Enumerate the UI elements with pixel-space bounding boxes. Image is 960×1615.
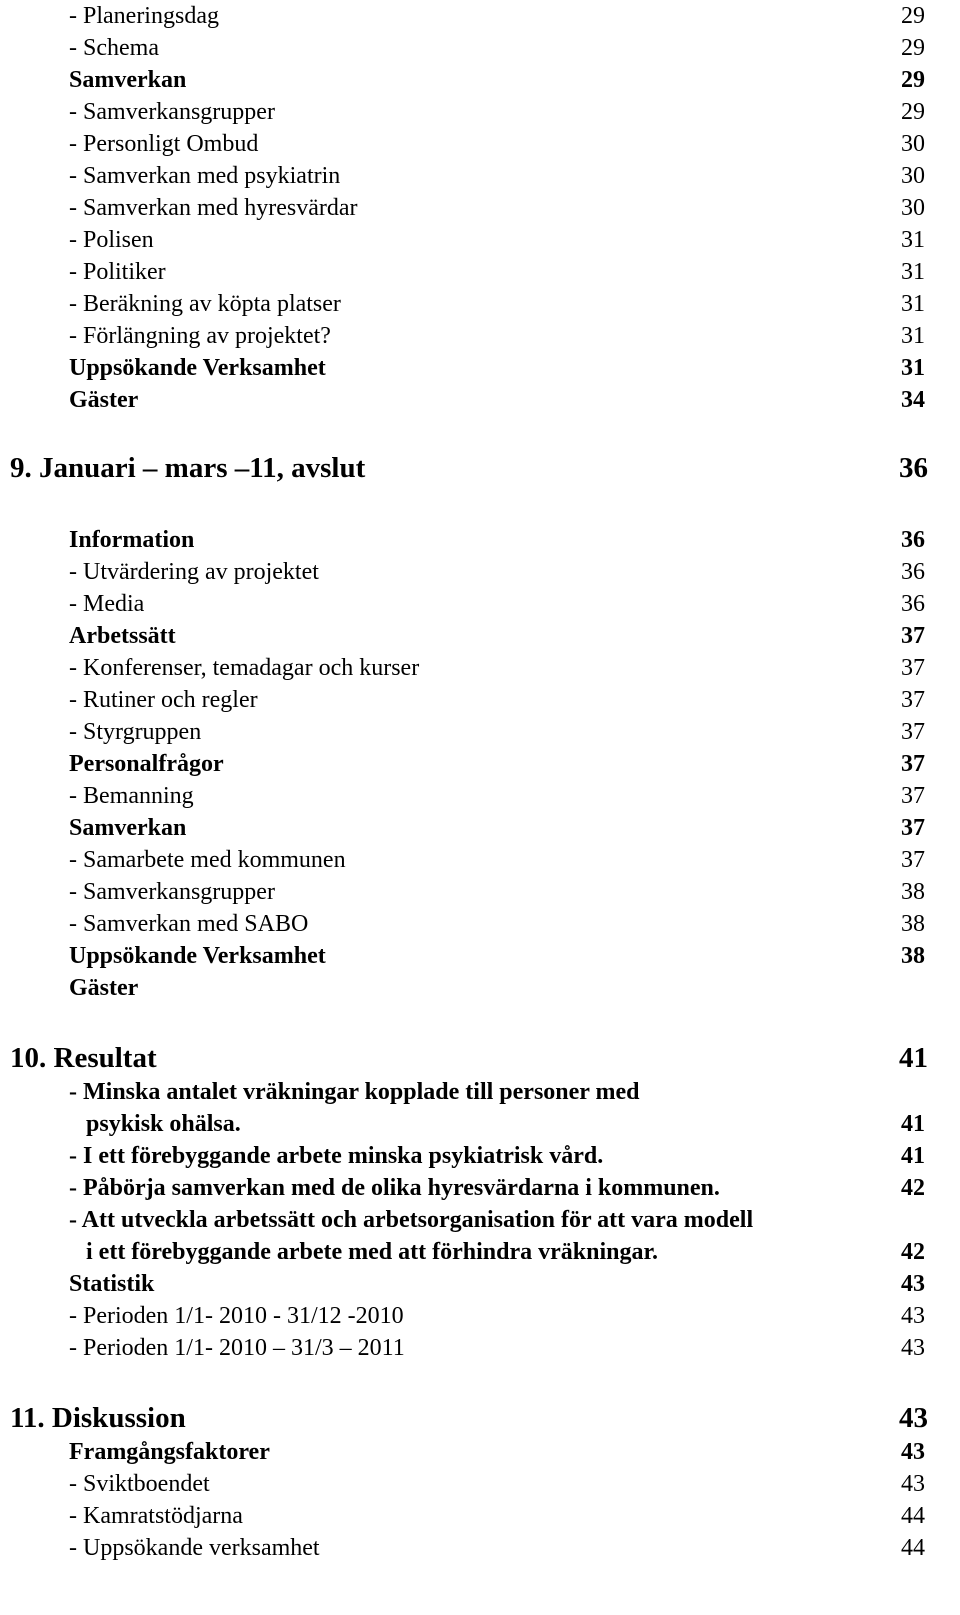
toc-entry xyxy=(0,1236,960,1268)
toc-page-number: 29 xyxy=(901,99,925,125)
toc-entry-title: Information xyxy=(69,527,195,553)
toc-page-number: 42 xyxy=(901,1239,925,1265)
toc-page-number: 29 xyxy=(901,35,925,61)
toc-entry xyxy=(0,716,960,748)
toc-page-number: 42 xyxy=(901,1175,925,1201)
toc-entry-title: - Schema xyxy=(69,35,159,61)
toc-page-number: 37 xyxy=(901,847,925,873)
toc-entry-title: - Uppsökande verksamhet xyxy=(69,1535,320,1561)
toc-entry-title: - Politiker xyxy=(69,259,166,285)
toc-entry-title: - Bemanning xyxy=(69,783,194,809)
toc-entry-title: - Förlängning av projektet? xyxy=(69,323,331,349)
toc-page-number: 37 xyxy=(901,783,925,809)
toc-page-number: 30 xyxy=(901,163,925,189)
toc-entry-title: - Minska antalet vräkningar kopplade till personer med xyxy=(69,1079,640,1105)
toc-entry-title: - Utvärdering av projektet xyxy=(69,559,319,585)
toc-entry-title: - Perioden 1/1- 2010 - 31/12 -2010 xyxy=(69,1303,404,1329)
toc-page-number: 43 xyxy=(901,1335,925,1361)
toc-page-number: 31 xyxy=(901,323,925,349)
toc-entry-title: - Media xyxy=(69,591,145,617)
toc-entry-title: - Påbörja samverkan med de olika hyresvärdarna i kommunen. xyxy=(69,1175,720,1201)
toc-entry xyxy=(0,684,960,716)
toc-page-number: 29 xyxy=(901,67,925,93)
toc-page-number: 30 xyxy=(901,195,925,221)
toc-page-number: 36 xyxy=(901,559,925,585)
toc-page-number: 31 xyxy=(901,291,925,317)
toc-entry xyxy=(0,1332,960,1364)
toc-entry-title: - Konferenser, temadagar och kurser xyxy=(69,655,420,681)
toc-entry xyxy=(0,812,960,844)
toc-entry-title: Framgångsfaktorer xyxy=(69,1439,270,1465)
toc-entry xyxy=(0,524,960,556)
toc-entry xyxy=(0,192,960,224)
toc-page-number: 37 xyxy=(901,751,925,777)
toc-entry xyxy=(0,1300,960,1332)
toc-page-number: 43 xyxy=(901,1303,925,1329)
toc-entry xyxy=(0,1532,960,1564)
toc-entry xyxy=(0,352,960,384)
toc-entry-title: i ett förebyggande arbete med att förhindra vräkningar. xyxy=(86,1239,658,1265)
toc-entry xyxy=(0,1140,960,1172)
toc-entry xyxy=(0,940,960,972)
toc-entry-title: 9. Januari – mars –11, avslut xyxy=(10,452,366,484)
toc-page-number: 44 xyxy=(901,1535,925,1561)
toc-page-number: 38 xyxy=(901,943,925,969)
toc-page-number: 38 xyxy=(901,911,925,937)
toc-entry xyxy=(0,1204,960,1236)
toc-page-number: 43 xyxy=(901,1471,925,1497)
toc-entry xyxy=(0,1076,960,1108)
toc-entry xyxy=(0,588,960,620)
toc-page-number: 30 xyxy=(901,131,925,157)
toc-page-number: 34 xyxy=(901,387,925,413)
toc-entry xyxy=(0,384,960,416)
toc-entry-title: - Att utveckla arbetssätt och arbetsorganisation för att vara modell xyxy=(69,1207,754,1233)
toc-entry-title: - Beräkning av köpta platser xyxy=(69,291,341,317)
toc-entry-title: - I ett förebyggande arbete minska psykiatrisk vård. xyxy=(69,1143,604,1169)
toc-page-number: 31 xyxy=(901,227,925,253)
toc-entry xyxy=(0,288,960,320)
toc-entry-title: Uppsökande Verksamhet xyxy=(69,943,326,969)
toc-entry-title: Arbetssätt xyxy=(69,623,176,649)
toc-entry-title: Statistik xyxy=(69,1271,155,1297)
toc-entry-title: - Sviktboendet xyxy=(69,1471,210,1497)
toc-entry-title: Samverkan xyxy=(69,67,187,93)
toc-entry xyxy=(0,1500,960,1532)
toc-entry xyxy=(0,224,960,256)
toc-entry-title: Personalfrågor xyxy=(69,751,224,777)
toc-entry xyxy=(0,652,960,684)
toc-entry-title: - Perioden 1/1- 2010 – 31/3 – 2011 xyxy=(69,1335,405,1361)
toc-entry-title: - Samarbete med kommunen xyxy=(69,847,346,873)
toc-entry xyxy=(0,1108,960,1140)
toc-chapter-heading xyxy=(0,450,960,486)
toc-chapter-heading xyxy=(0,1040,960,1076)
toc-entry xyxy=(0,876,960,908)
toc-entry-title: Samverkan xyxy=(69,815,187,841)
toc-page-number: 41 xyxy=(901,1143,925,1169)
toc-page-number: 36 xyxy=(901,591,925,617)
toc-entry xyxy=(0,620,960,652)
toc-entry-title: - Samverkan med hyresvärdar xyxy=(69,195,358,221)
toc-entry-title: - Polisen xyxy=(69,227,154,253)
toc-entry xyxy=(0,1436,960,1468)
toc-entry xyxy=(0,844,960,876)
toc-entry xyxy=(0,748,960,780)
toc-entry-title: Gäster xyxy=(69,387,139,413)
toc-entry xyxy=(0,1172,960,1204)
toc-page-number: 36 xyxy=(901,527,925,553)
toc-entry-title: - Styrgruppen xyxy=(69,719,202,745)
toc-page-number: 37 xyxy=(901,687,925,713)
toc-entry xyxy=(0,128,960,160)
toc-entry-title: 10. Resultat xyxy=(10,1042,157,1074)
toc-page-number: 31 xyxy=(901,355,925,381)
toc-entry xyxy=(0,1468,960,1500)
toc-chapter-heading xyxy=(0,1400,960,1436)
toc-entry xyxy=(0,160,960,192)
toc-entry-title: 11. Diskussion xyxy=(10,1402,186,1434)
toc-page-number: 38 xyxy=(901,879,925,905)
toc-page-number: 37 xyxy=(901,719,925,745)
toc-page-number: 43 xyxy=(901,1271,925,1297)
toc-entry xyxy=(0,64,960,96)
toc-page-number: 36 xyxy=(899,452,928,484)
toc-page-number: 31 xyxy=(901,259,925,285)
toc-entry-title: Gäster xyxy=(69,975,139,1001)
toc-entry xyxy=(0,780,960,812)
toc-entry xyxy=(0,972,960,1004)
toc-entry-title: - Samverkan med SABO xyxy=(69,911,309,937)
toc-entry-title: - Samverkan med psykiatrin xyxy=(69,163,341,189)
toc-page-number: 44 xyxy=(901,1503,925,1529)
toc-entry xyxy=(0,256,960,288)
toc-entry xyxy=(0,1268,960,1300)
toc-entry xyxy=(0,96,960,128)
toc-page-number: 37 xyxy=(901,623,925,649)
toc-entry-title: - Samverkansgrupper xyxy=(69,99,275,125)
toc-page-number: 37 xyxy=(901,655,925,681)
toc-page-number: 29 xyxy=(901,3,925,29)
toc-entry-title: Uppsökande Verksamhet xyxy=(69,355,326,381)
toc-entry-title: - Rutiner och regler xyxy=(69,687,258,713)
toc-page-number: 43 xyxy=(899,1402,928,1434)
toc-entry-title: psykisk ohälsa. xyxy=(86,1111,241,1137)
toc-entry-title: - Personligt Ombud xyxy=(69,131,259,157)
toc-entry xyxy=(0,908,960,940)
toc-page-number: 37 xyxy=(901,815,925,841)
toc-page-number: 41 xyxy=(899,1042,928,1074)
toc-entry xyxy=(0,320,960,352)
toc-entry-title: - Kamratstödjarna xyxy=(69,1503,243,1529)
toc-entry-title: - Samverkansgrupper xyxy=(69,879,275,905)
toc-entry xyxy=(0,556,960,588)
toc-page-number: 43 xyxy=(901,1439,925,1465)
toc-entry xyxy=(0,0,960,32)
toc-entry-title: - Planeringsdag xyxy=(69,3,219,29)
toc-page-number: 41 xyxy=(901,1111,925,1137)
toc-entry xyxy=(0,32,960,64)
